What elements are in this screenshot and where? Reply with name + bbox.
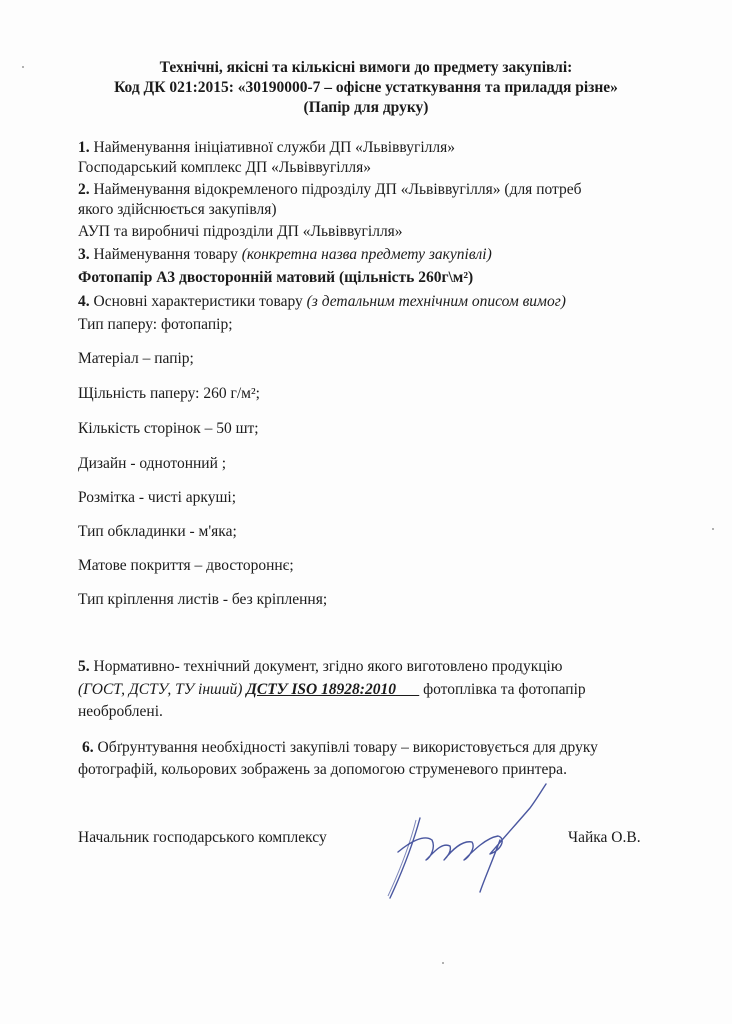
section2-label-cont: якого здійснюється закупівля): [78, 201, 277, 218]
signatory-position: Начальник господарського комплексу: [78, 829, 327, 846]
spec-design: Дизайн - однотонний ;: [78, 455, 227, 472]
doc-title-line1: Технічні, якісні та кількісні вимоги до предмету закупівлі:: [159, 59, 573, 76]
signatory-name: Чайка О.В.: [568, 829, 641, 846]
scan-speck: [22, 66, 24, 68]
section5-standard-line: (ГОСТ, ДСТУ, ТУ інший) ДСТУ ISO 18928:2010 фотоплівка та фотопапір: [78, 681, 586, 698]
section5-label: 5. Нормативно- технічний документ, згідно якого виготовлено продукцію: [78, 658, 563, 675]
standard-code: ДСТУ ISO 18928:2010: [246, 681, 396, 698]
spec-paper-type: Тип паперу: фотопапір;: [78, 316, 233, 333]
section3-value: Фотопапір А3 двосторонній матовий (щільність 260г\м²): [78, 269, 474, 286]
section4-label: 4. Основні характеристики товару (з детальним технічним описом вимог): [78, 293, 566, 310]
scan-speck: [712, 528, 714, 530]
doc-title-line2: Код ДК 021:2015: «30190000-7 – офісне устаткування та приладдя різне»: [114, 79, 618, 96]
handwritten-signature: [380, 780, 560, 910]
section3-label: 3. Найменування товару (конкретна назва предмету закупівлі): [78, 246, 492, 263]
section6-text-cont: фотографій, кольорових зображень за допомогою струменевого принтера.: [78, 761, 567, 778]
spec-page-count: Кількість сторінок – 50 шт;: [78, 420, 259, 437]
spec-cover: Тип обкладинки - м'яка;: [78, 523, 237, 540]
scan-speck: [442, 962, 444, 964]
doc-title-line3: (Папір для друку): [303, 99, 429, 116]
section1-label: 1. Найменування ініціативної служби ДП «Львіввугілля»: [78, 139, 455, 156]
section2-label: 2. Найменування відокремленого підрозділу ДП «Львіввугілля» (для потреб: [78, 181, 582, 198]
spec-density: Щільність паперу: 260 г/м²;: [78, 385, 260, 402]
section6-text: 6. Обґрунтування необхідності закупівлі товару – використовується для друку: [82, 739, 598, 756]
section2-value: АУП та виробничі підрозділи ДП «Львіввугілля»: [78, 223, 403, 240]
spec-coating: Матове покриття – двостороннє;: [78, 557, 294, 574]
section1-value: Господарський комплекс ДП «Львіввугілля»: [78, 159, 371, 176]
section5-line3: необроблені.: [78, 703, 163, 720]
spec-markup: Розмітка - чисті аркуші;: [78, 489, 237, 506]
spec-material: Матеріал – папір;: [78, 350, 194, 367]
spec-binding: Тип кріплення листів - без кріплення;: [78, 591, 328, 608]
